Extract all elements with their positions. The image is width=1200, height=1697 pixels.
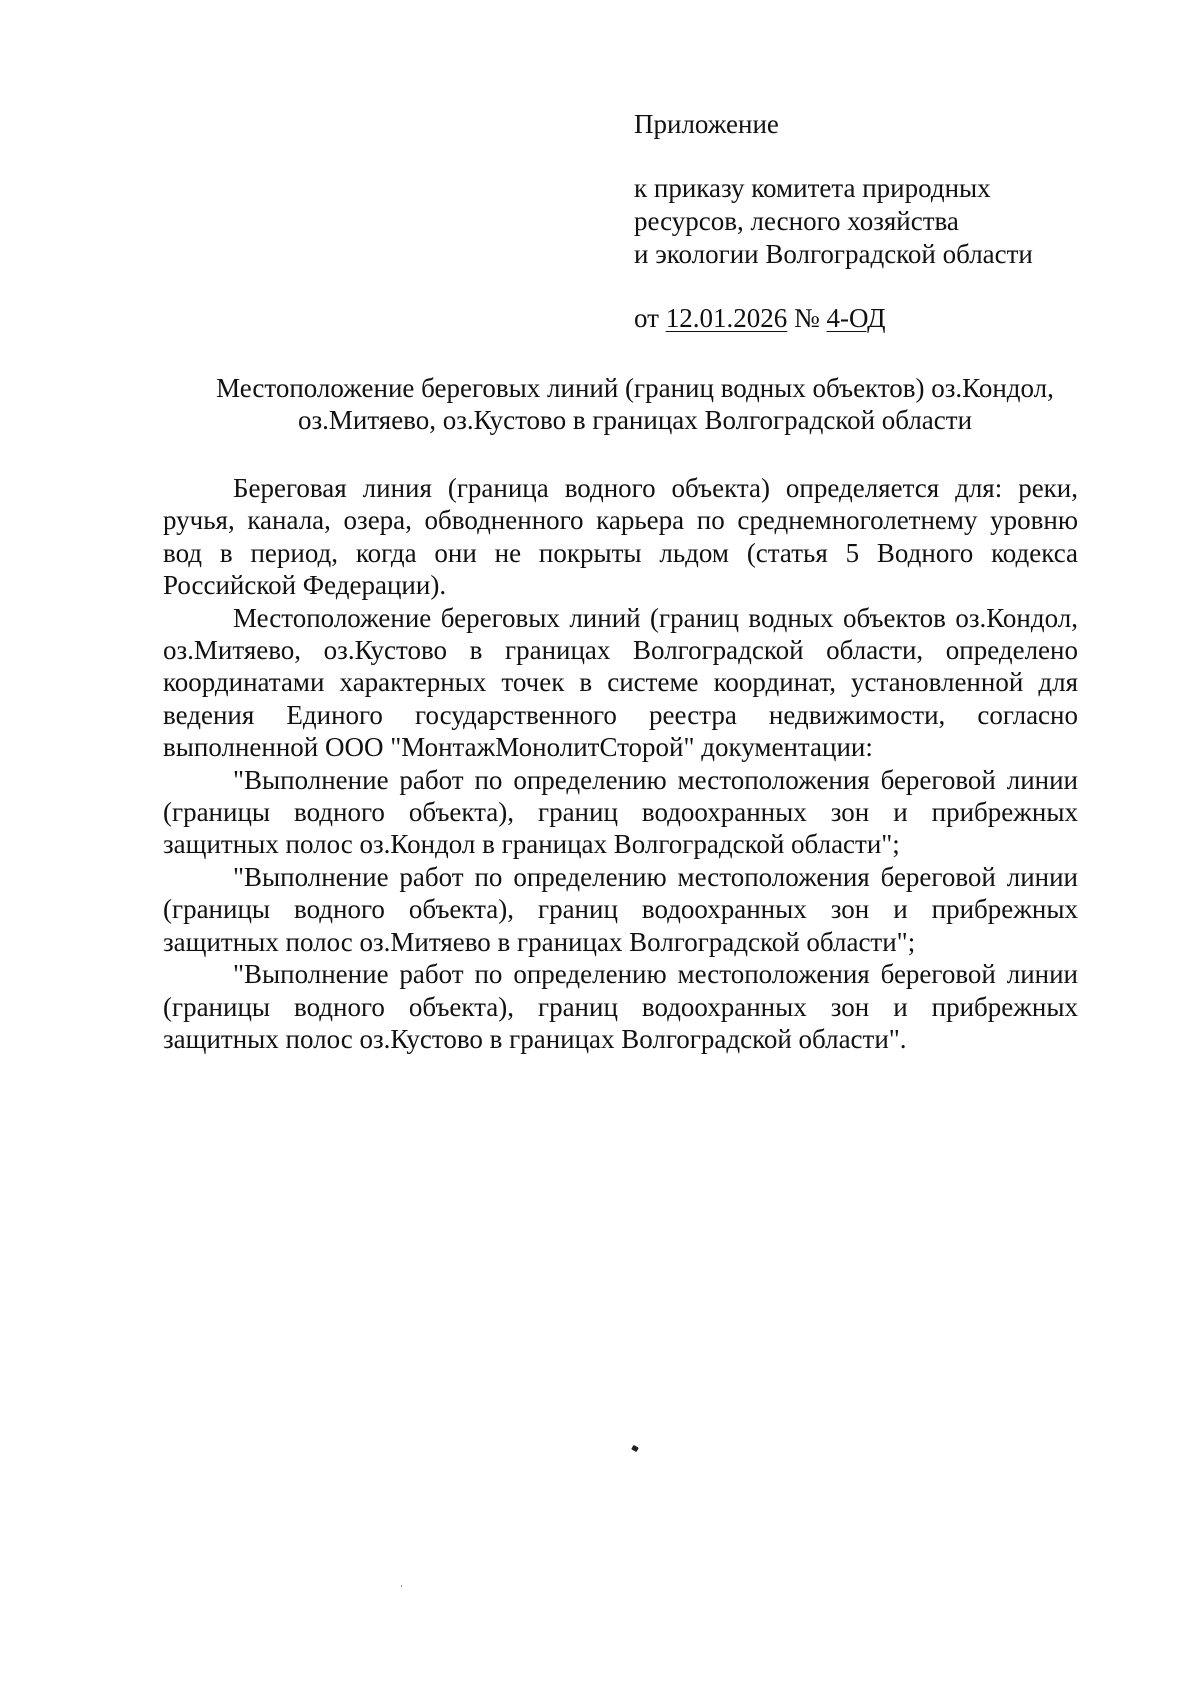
scan-artifact-dot	[401, 1585, 402, 1587]
appendix-ref-line: к приказу комитета природных	[634, 173, 991, 203]
paragraph-kondol-work: "Выполнение работ по определению местоположения береговой линии (границы водного объекта), границ водоохранных зон и прибрежных защитных полос оз.Кондол в границах Волгоградской области";	[163, 764, 1078, 860]
paragraph-shoreline-definition: Береговая линия (граница водного объекта) определяется для: реки, ручья, канала, озера, обводненного карьера по среднемноголетнему уровню вод в период, когда они не покрыты льдом (статья 5 Водного кодекса Российской Федерации).	[163, 473, 1078, 601]
paragraph-mityaevo-work: "Выполнение работ по определению местоположения береговой линии (границы водного объекта), границ водоохранных зон и прибрежных защитных полос оз.Митяево в границах Волгоградской области";	[163, 861, 1078, 957]
order-number: 4-ОД	[826, 303, 886, 333]
document-title	[150, 372, 1120, 436]
appendix-title: Приложение	[634, 109, 779, 139]
appendix-ref-line: ресурсов, лесного хозяйства	[634, 206, 959, 236]
appendix-ref-line: и экологии Волгоградской области	[634, 239, 1033, 269]
document-body	[163, 472, 1078, 1055]
number-sign: №	[787, 303, 827, 333]
date-prefix: от	[634, 303, 666, 333]
scan-artifact-mark	[631, 1445, 639, 1452]
title-line: Местоположение береговых линий (границ водных объектов) оз.Кондол,	[216, 373, 1054, 403]
title-line: оз.Митяево, оз.Кустово в границах Волгоградской области	[297, 405, 973, 435]
appendix-date-line	[634, 302, 1094, 335]
paragraph-kustovo-work: "Выполнение работ по определению местоположения береговой линии (границы водного объекта), границ водоохранных зон и прибрежных защитных полос оз.Кустово в границах Волгоградской области".	[163, 959, 1078, 1054]
appendix-order-reference	[634, 172, 1094, 271]
order-date: 12.01.2026	[665, 303, 788, 333]
appendix-header	[634, 108, 1094, 335]
paragraph-shoreline-location: Местоположение береговых линий (границ водных объектов оз.Кондол, оз.Митяево, оз.Кустово в границах Волгоградской области, определено координатами характерных точек в системе координат, установленной для ведения Единого государственного реестра недвижимости, согласно выполненной ООО "МонтажМонолитСторой" документации:	[163, 602, 1078, 763]
